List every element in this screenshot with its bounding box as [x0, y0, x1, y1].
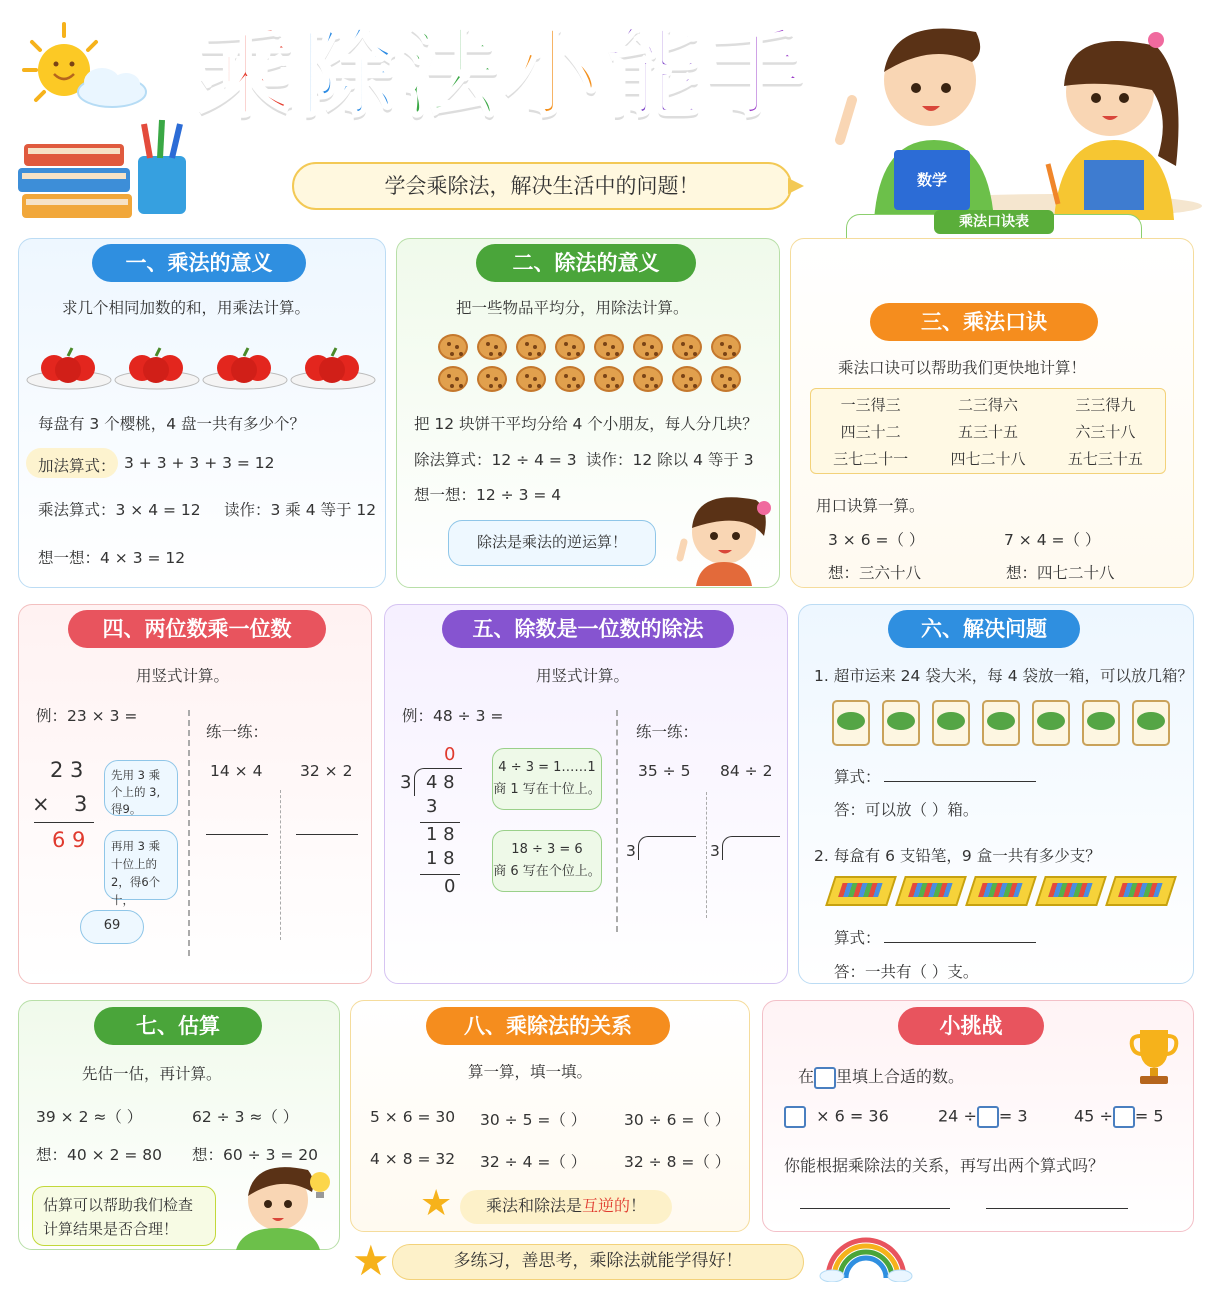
hint-line: 商 6 写在个位上。	[493, 864, 601, 879]
section-1-think: 想一想：4 × 3 = 12	[38, 549, 186, 567]
hint-bubble: 再用 3 乘十位上的 2，得6个十，	[104, 830, 178, 900]
section-4-desc: 用竖式计算。	[136, 667, 230, 685]
divider	[280, 790, 281, 940]
star-icon: ★	[352, 1236, 390, 1285]
page-title	[198, 18, 804, 130]
answer-line[interactable]	[986, 1208, 1128, 1209]
table-cell: 三七二十一	[833, 450, 909, 468]
division-bracket	[722, 836, 780, 860]
practice-divisor: 3	[710, 842, 720, 860]
section-2-desc: 把一些物品平均分，用除法计算。	[456, 299, 689, 317]
table-cell: 三三得九	[1075, 396, 1136, 414]
section-7-bubble	[32, 1186, 216, 1246]
note-emphasis: 互逆的	[581, 1196, 630, 1215]
cookie-icon	[438, 366, 468, 392]
practice-hint: 想：四七二十八	[1006, 564, 1115, 582]
challenge-expr	[938, 1106, 1028, 1128]
vertical-digits: 2 3	[50, 758, 84, 782]
challenge-desc-post: 里填上合适的数。	[836, 1067, 965, 1086]
title-char: 法	[402, 18, 498, 130]
section-8-tag: 八、乘除法的关系	[426, 1007, 670, 1045]
pencil-boxes	[830, 876, 1180, 912]
pencil-box-icon	[1105, 876, 1177, 906]
times-sign: ×	[32, 792, 50, 816]
challenge-desc-pre: 在	[798, 1067, 815, 1086]
divisor: 3	[400, 772, 412, 793]
table-cell: 四三十二	[840, 423, 901, 441]
section-2-question: 把 12 块饼干平均分给 4 个小朋友，每人分几块？	[414, 415, 758, 433]
divider	[188, 710, 190, 956]
cookie-icon	[633, 366, 663, 392]
practice-question: 35 ÷ 5	[638, 762, 691, 780]
cookie-icon	[477, 334, 507, 360]
relation-expr: 30 ÷ 6 =（ ）	[624, 1111, 731, 1129]
answer-line[interactable]	[800, 1208, 950, 1209]
estimate-question: 39 × 2 ≈（ ）	[36, 1108, 143, 1126]
book-label: 数学	[916, 171, 948, 189]
relation-expr: 32 ÷ 8 =（ ）	[624, 1153, 731, 1171]
rice-bags	[832, 700, 1182, 748]
rice-bag-icon	[1032, 700, 1070, 746]
division-step: 0	[444, 876, 456, 897]
relation-expr: 30 ÷ 5 =（ ）	[480, 1111, 587, 1129]
table-cell: 二三得六	[957, 396, 1018, 414]
question-2: 2. 每盒有 6 支铅笔，9 盒一共有多少支？	[814, 847, 1101, 865]
subtitle-banner: 学会乘除法，解决生活中的问题！	[292, 162, 792, 210]
title-char: 手	[708, 18, 804, 130]
star-icon: ★	[420, 1183, 453, 1224]
pencil-box-icon	[895, 876, 967, 906]
section-3-desc: 乘法口诀可以帮助我们更快地计算！	[838, 359, 1087, 377]
pencil-box-icon	[965, 876, 1037, 906]
practice-hint: 想：三六十八	[828, 564, 922, 582]
section-3-tag: 三、乘法口诀	[870, 303, 1098, 341]
cookies-group	[438, 334, 748, 396]
relation-expr: 5 × 6 = 30	[370, 1108, 456, 1126]
div-read: 读作：12 除以 4 等于 3	[586, 451, 754, 469]
practice-question: 3 × 6 =（ ）	[828, 531, 925, 549]
practice-label: 练一练：	[206, 723, 269, 741]
section-5-example: 例：48 ÷ 3 =	[402, 707, 504, 725]
add-expression: 3 + 3 + 3 + 3 = 12	[124, 454, 275, 472]
books-icon	[14, 118, 194, 226]
pencil-box-icon	[1035, 876, 1107, 906]
divider	[706, 792, 707, 918]
bubble-line: 估算可以帮助我们检查	[43, 1196, 194, 1214]
answer-box	[814, 1067, 836, 1089]
estimate-question: 62 ÷ 3 ≈（ ）	[192, 1108, 299, 1126]
section-5-tag: 五、除数是一位数的除法	[442, 610, 734, 648]
section-1-question: 每盘有 3 个樱桃，4 盘一共有多少个？	[38, 415, 306, 433]
answer-line	[884, 942, 1036, 943]
cherry-plate-icon	[202, 344, 288, 390]
section-8-desc: 算一算，填一填。	[468, 1063, 593, 1081]
challenge-expr-text: 45 ÷	[1074, 1106, 1113, 1126]
challenge-expr-text: = 3	[998, 1106, 1028, 1126]
cookie-icon	[516, 366, 546, 392]
rainbow-icon	[818, 1230, 914, 1282]
table-cell: 五三十五	[957, 423, 1018, 441]
challenge-tag: 小挑战	[898, 1007, 1044, 1045]
challenge-question: 你能根据乘除法的关系，再写出两个算式吗？	[784, 1156, 1105, 1175]
cherry-plate-icon	[290, 344, 376, 390]
section-7-tag: 七、估算	[94, 1007, 262, 1045]
section-4-example: 例：23 × 3 =	[36, 707, 138, 725]
cookie-icon	[477, 366, 507, 392]
title-char: 乘	[198, 18, 294, 130]
note-text: ！	[630, 1196, 647, 1215]
girl-illustration	[670, 488, 778, 586]
cookie-icon	[633, 334, 663, 360]
challenge-expr-text: = 5	[1134, 1106, 1164, 1126]
sun-icon	[22, 22, 152, 112]
rice-bag-icon	[832, 700, 870, 746]
challenge-desc	[798, 1064, 964, 1089]
hint-line: 4 ÷ 3 = 1……1	[498, 760, 596, 775]
quotient: 0	[444, 744, 456, 765]
cookie-icon	[672, 334, 702, 360]
section-5-desc: 用竖式计算。	[536, 667, 630, 685]
estimate-hint: 想：60 ÷ 3 = 20	[192, 1146, 318, 1164]
rice-bag-icon	[882, 700, 920, 746]
dividend: 4 8	[426, 772, 455, 793]
division-line	[420, 822, 460, 823]
hint-line: 18 ÷ 3 = 6	[511, 842, 583, 857]
section-2-think: 想一想：12 ÷ 3 = 4	[414, 486, 562, 504]
mul-read: 读作：3 乘 4 等于 12	[224, 501, 377, 519]
answer-box[interactable]	[1113, 1106, 1135, 1128]
note-text: 乘法和除法是	[485, 1196, 582, 1215]
table-cell: 一三得三	[840, 396, 901, 414]
rice-bag-icon	[932, 700, 970, 746]
table-cell: 四七二十八	[950, 450, 1026, 468]
section-6-tag: 六、解决问题	[888, 610, 1080, 648]
challenge-expr	[784, 1106, 889, 1128]
practice-question: 14 × 4	[210, 762, 263, 780]
answer-box[interactable]	[784, 1106, 806, 1128]
answer-2: 答：一共有（ ）支。	[834, 963, 979, 981]
section-2-bubble: 除法是乘法的逆运算！	[448, 520, 656, 566]
answer-line	[206, 834, 268, 835]
division-bracket	[638, 836, 696, 860]
cherry-plate-icon	[114, 344, 200, 390]
cookie-icon	[711, 366, 741, 392]
answer-box[interactable]	[977, 1106, 999, 1128]
cookie-icon	[594, 334, 624, 360]
hint-bubble	[492, 748, 602, 810]
table-cell: 五七三十五	[1067, 450, 1143, 468]
footer-banner: 多练习，善思考，乘除法就能学得好！	[392, 1244, 804, 1280]
cookie-icon	[555, 366, 585, 392]
formula-label: 算式：	[834, 768, 881, 786]
rice-bag-icon	[1132, 700, 1170, 746]
divider	[616, 710, 618, 932]
relation-expr: 4 × 8 = 32	[370, 1150, 456, 1168]
challenge-expr	[1074, 1106, 1164, 1128]
pencil-box-icon	[825, 876, 897, 906]
challenge-expr-text: × 6 = 36	[816, 1106, 889, 1126]
add-label: 加法算式：	[38, 457, 116, 475]
hint-line: 商 1 写在十位上。	[493, 782, 601, 797]
cookie-icon	[594, 366, 624, 392]
trophy-icon	[1128, 1026, 1180, 1086]
boy-illustration	[222, 1160, 340, 1250]
practice-label: 练一练：	[636, 723, 699, 741]
section-4-card	[18, 604, 372, 984]
cookie-icon	[555, 334, 585, 360]
title-char: 能	[606, 18, 702, 130]
section-7-desc: 先估一估，再计算。	[82, 1065, 222, 1083]
rice-bag-icon	[1082, 700, 1120, 746]
practice-divisor: 3	[626, 842, 636, 860]
cookie-icon	[516, 334, 546, 360]
division-step: 1 8	[426, 824, 455, 845]
practice-question: 84 ÷ 2	[720, 762, 773, 780]
mul-expression: 乘法算式：3 × 4 = 12	[38, 501, 201, 519]
practice-question: 32 × 2	[300, 762, 353, 780]
answer-line	[884, 781, 1036, 782]
answer-line	[296, 834, 358, 835]
rice-bag-icon	[982, 700, 1020, 746]
practice-question: 7 × 4 =（ ）	[1004, 531, 1101, 549]
div-expression: 除法算式：12 ÷ 4 = 3	[414, 451, 577, 469]
estimate-hint: 想：40 × 2 = 80	[36, 1146, 162, 1164]
cookie-icon	[711, 334, 741, 360]
table-cell: 六三十八	[1075, 423, 1136, 441]
section-1-tag: 一、乘法的意义	[92, 244, 306, 282]
division-line	[420, 874, 460, 875]
section-4-tag: 四、两位数乘一位数	[68, 610, 326, 648]
bubble-line: 计算结果是否合理！	[43, 1220, 179, 1238]
hint-bubble: 69	[80, 910, 144, 944]
cherry-plate-icon	[26, 344, 112, 390]
vertical-result: 6 9	[52, 828, 86, 852]
answer-1: 答：可以放（ ）箱。	[834, 801, 979, 819]
title-char: 小	[504, 18, 600, 130]
vertical-line	[34, 822, 94, 823]
title-char: 除	[300, 18, 396, 130]
question-1: 1. 超市运来 24 袋大米，每 4 袋放一箱，可以放几箱？	[814, 667, 1194, 685]
relation-expr: 32 ÷ 4 =（ ）	[480, 1153, 587, 1171]
top-table-title: 乘法口诀表	[934, 210, 1054, 234]
division-step: 1 8	[426, 848, 455, 869]
section-2-tag: 二、除法的意义	[476, 244, 696, 282]
formula-label: 算式：	[834, 929, 881, 947]
division-step: 3	[426, 796, 438, 817]
section-8-note	[460, 1190, 672, 1224]
cookie-icon	[672, 366, 702, 392]
cookie-icon	[438, 334, 468, 360]
challenge-expr-text: 24 ÷	[938, 1106, 977, 1126]
hint-bubble: 先用 3 乘个上的 3, 得9。	[104, 760, 178, 816]
kids-illustration	[830, 10, 1210, 220]
section-1-desc: 求几个相同加数的和，用乘法计算。	[62, 299, 311, 317]
section-3-practice: 用口诀算一算。	[816, 497, 925, 515]
hint-bubble	[492, 830, 602, 892]
section-3-table	[812, 392, 1164, 473]
vertical-digits: 3	[74, 792, 88, 816]
